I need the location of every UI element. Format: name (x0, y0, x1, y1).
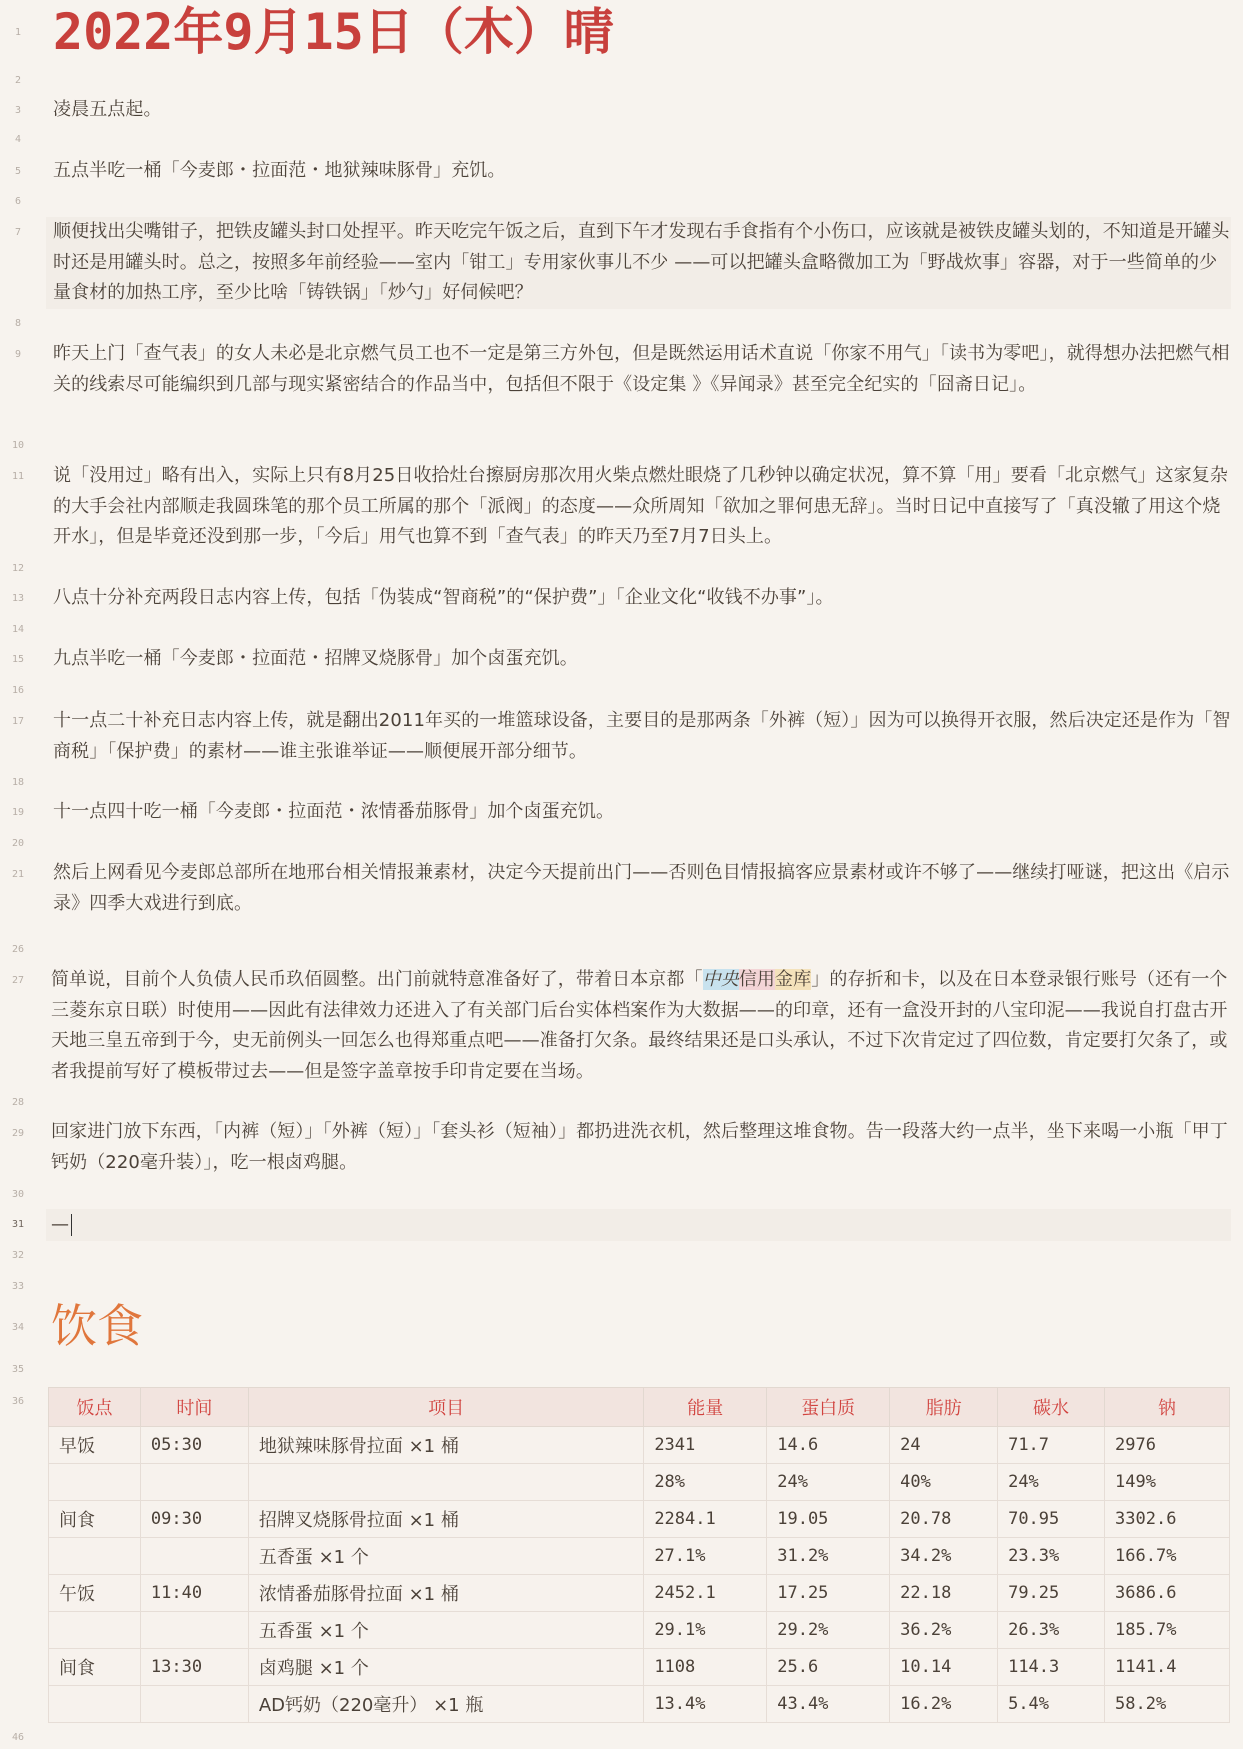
table-cell[interactable]: 卤鸡腿 ×1 个 (248, 1649, 643, 1686)
table-cell[interactable]: 70.95 (998, 1501, 1105, 1538)
line-number: 8 (14, 318, 22, 329)
table-cell[interactable]: 29.2% (767, 1612, 890, 1649)
table-cell[interactable]: 16.2% (890, 1686, 998, 1723)
highlight-blue: 中央 (702, 969, 739, 990)
active-line[interactable] (51, 1210, 72, 1240)
table-cell[interactable]: 149% (1105, 1464, 1230, 1501)
table-cell[interactable]: 25.6 (767, 1649, 890, 1686)
line-number: 18 (11, 777, 25, 788)
line-number: 28 (11, 1097, 25, 1108)
paragraph[interactable]: 八点十分补充两段日志内容上传，包括「伪装成“智商税”的“保护费”」「企业文化“收钱不办事”」。 (53, 587, 834, 608)
paragraph[interactable] (51, 965, 1231, 1087)
table-cell[interactable]: 5.4% (998, 1686, 1105, 1723)
table-header[interactable]: 钠 (1105, 1388, 1230, 1427)
line-number: 33 (11, 1281, 25, 1292)
table-cell[interactable]: 3686.6 (1105, 1575, 1230, 1612)
dash-text: — (51, 1214, 69, 1235)
table-cell[interactable] (248, 1464, 643, 1501)
table-cell[interactable] (140, 1538, 248, 1575)
line-number: 32 (11, 1250, 25, 1261)
table-row (49, 1464, 1230, 1501)
paragraph[interactable]: 五点半吃一桶「今麦郎・拉面范・地狱辣味豚骨」充饥。 (53, 160, 506, 181)
table-cell[interactable]: 招牌叉烧豚骨拉面 ×1 桶 (248, 1501, 643, 1538)
table-row (49, 1649, 1230, 1686)
paragraph[interactable]: 顺便找出尖嘴钳子，把铁皮罐头封口处捏平。昨天吃完午饭之后，直到下午才发现右手食指有个小伤口，应该就是被铁皮罐头划的，不知道是开罐头时还是用罐头时。总之，按照多年前经验——室内「钳工」专用家伙事儿不少 ——可以把罐头盒略微加工为「野战炊事」容器，对于一些简单的少量食材的加热工序，至少比啥「铸铁锅」「炒勺」好伺候吧？ (53, 221, 1230, 304)
line-number: 29 (11, 1128, 25, 1139)
table-cell[interactable]: 114.3 (998, 1649, 1105, 1686)
table-cell[interactable]: 36.2% (890, 1612, 998, 1649)
line-number: 46 (11, 1732, 25, 1743)
line-number: 5 (14, 166, 22, 177)
paragraph[interactable]: 说「没用过」略有出入，实际上只有8月25日收拾灶台擦厨房那次用火柴点燃灶眼烧了几秒钟以确定状况，算不算「用」要看「北京燃气」这家复杂的大手会社内部顺走我圆珠笔的那个员工所属的那个「派阀」的态度——众所周知「欲加之罪何患无辞」。当时日记中直接写了「真没辙了用这个烧开水」，但是毕竟还没到那一步，「今后」用气也算不到「查气表」的昨天乃至7月7日头上。 (53, 465, 1228, 548)
table-cell[interactable]: 19.05 (767, 1501, 890, 1538)
line-number: 27 (11, 975, 25, 986)
table-cell[interactable]: 31.2% (767, 1538, 890, 1575)
table-row (49, 1575, 1230, 1612)
line-number: 13 (11, 593, 25, 604)
table-cell[interactable]: AD钙奶（220毫升） ×1 瓶 (248, 1686, 643, 1723)
table-row (49, 1612, 1230, 1649)
table-cell[interactable] (140, 1464, 248, 1501)
line-number: 20 (11, 838, 25, 849)
table-cell[interactable]: 14.6 (767, 1427, 890, 1464)
line-number: 16 (11, 685, 25, 696)
table-cell[interactable]: 79.25 (998, 1575, 1105, 1612)
paragraph[interactable]: 十一点四十吃一桶「今麦郎・拉面范・浓情番茄豚骨」加个卤蛋充饥。 (53, 801, 615, 822)
line-number: 36 (11, 1396, 25, 1407)
table-cell[interactable]: 58.2% (1105, 1686, 1230, 1723)
table-cell[interactable] (49, 1686, 141, 1723)
table-cell[interactable] (49, 1538, 141, 1575)
table-cell[interactable]: 地狱辣味豚骨拉面 ×1 桶 (248, 1427, 643, 1464)
table-header[interactable]: 碳水 (998, 1388, 1105, 1427)
paragraph[interactable]: 十一点二十补充日志内容上传，就是翻出2011年买的一堆篮球设备，主要目的是那两条「外裤（短）」因为可以换得开衣服，然后决定还是作为「智商税」「保护费」的素材——谁主张谁举证——顺便展开部分细节。 (53, 710, 1231, 762)
table-cell[interactable]: 20.78 (890, 1501, 998, 1538)
line-number: 9 (14, 349, 22, 360)
table-cell[interactable]: 间食 (49, 1649, 141, 1686)
table-cell[interactable]: 185.7% (1105, 1612, 1230, 1649)
table-cell[interactable]: 浓情番茄豚骨拉面 ×1 桶 (248, 1575, 643, 1612)
table-cell[interactable]: 早饭 (49, 1427, 141, 1464)
table-cell[interactable]: 40% (890, 1464, 998, 1501)
table-cell[interactable]: 2284.1 (644, 1501, 767, 1538)
table-cell[interactable]: 24 (890, 1427, 998, 1464)
table-cell[interactable]: 2341 (644, 1427, 767, 1464)
table-cell[interactable]: 24% (998, 1464, 1105, 1501)
table-cell[interactable]: 2452.1 (644, 1575, 767, 1612)
table-cell[interactable]: 10.14 (890, 1649, 998, 1686)
table-cell[interactable]: 3302.6 (1105, 1501, 1230, 1538)
table-cell[interactable]: 29.1% (644, 1612, 767, 1649)
table-cell[interactable]: 13.4% (644, 1686, 767, 1723)
table-header[interactable]: 时间 (140, 1388, 248, 1427)
table-cell[interactable]: 34.2% (890, 1538, 998, 1575)
line-number: 10 (11, 440, 25, 451)
line-number: 2 (14, 75, 22, 86)
line-number: 12 (11, 563, 25, 574)
highlight-yellow: 金库 (775, 969, 812, 990)
table-header[interactable]: 饭点 (49, 1388, 141, 1427)
table-cell[interactable]: 17.25 (767, 1575, 890, 1612)
paragraph[interactable]: 然后上网看见今麦郎总部所在地邢台相关情报兼素材，决定今天提前出门——否则色目情报搞客应景素材或许不够了——继续打哑谜，把这出《启示录》四季大戏进行到底。 (53, 862, 1230, 914)
paragraph[interactable]: 凌晨五点起。 (53, 99, 162, 120)
table-cell[interactable]: 166.7% (1105, 1538, 1230, 1575)
table-cell[interactable]: 五香蛋 ×1 个 (248, 1538, 643, 1575)
table-cell[interactable] (49, 1612, 141, 1649)
table-cell[interactable]: 五香蛋 ×1 个 (248, 1612, 643, 1649)
line-number: 35 (11, 1364, 25, 1375)
table-cell[interactable]: 1141.4 (1105, 1649, 1230, 1686)
table-header[interactable]: 蛋白质 (767, 1388, 890, 1427)
line-number: 4 (14, 134, 22, 145)
table-cell[interactable]: 27.1% (644, 1538, 767, 1575)
line-number: 34 (11, 1322, 25, 1333)
nutrition-table[interactable] (48, 1387, 1230, 1723)
line-number: 19 (11, 807, 25, 818)
table-cell[interactable]: 43.4% (767, 1686, 890, 1723)
table-header-row (49, 1388, 1230, 1427)
active-line-highlight (46, 1209, 1231, 1241)
line-number: 14 (11, 624, 25, 635)
line-number: 17 (11, 716, 25, 727)
paragraph[interactable]: 昨天上门「查气表」的女人未必是北京燃气员工也不一定是第三方外包，但是既然运用话术直说「你家不用气」「读书为零吧」，就得想办法把燃气相关的线索尽可能编织到几部与现实紧密结合的作品当中，包括但不限于《设定集 》《异闻录》甚至完全纪实的「囧斋日记」。 (53, 343, 1230, 395)
table-cell[interactable]: 05:30 (140, 1427, 248, 1464)
table-cell[interactable]: 23.3% (998, 1538, 1105, 1575)
page-title[interactable]: 2022年9月15日（木）晴 (53, 3, 614, 61)
table-cell[interactable]: 间食 (49, 1501, 141, 1538)
paragraph[interactable]: 回家进门放下东西，「内裤（短）」「外裤（短）」「套头衫（短袖）」都扔进洗衣机，然后整理这堆食物。告一段落大约一点半，坐下来喝一小瓶「甲丁钙奶（220毫升装）」，吃一根卤鸡腿。 (51, 1121, 1228, 1173)
line-number: 26 (11, 944, 25, 955)
table-cell[interactable]: 22.18 (890, 1575, 998, 1612)
table-cell[interactable] (140, 1686, 248, 1723)
table-row (49, 1501, 1230, 1538)
table-cell[interactable] (49, 1464, 141, 1501)
highlight-pink: 信用 (738, 969, 776, 990)
table-row (49, 1538, 1230, 1575)
section-heading[interactable]: 饮食 (51, 1299, 143, 1353)
table-cell[interactable]: 09:30 (140, 1501, 248, 1538)
line-number: 1 (14, 27, 22, 38)
table-header[interactable]: 脂肪 (890, 1388, 998, 1427)
table-row (49, 1427, 1230, 1464)
table-cell[interactable]: 11:40 (140, 1575, 248, 1612)
line-number: 6 (14, 196, 22, 207)
line-number: 21 (11, 869, 25, 880)
line-number: 3 (14, 105, 22, 116)
table-cell[interactable]: 28% (644, 1464, 767, 1501)
table-header[interactable]: 项目 (248, 1388, 643, 1427)
table-cell[interactable]: 24% (767, 1464, 890, 1501)
line-number: 11 (11, 471, 25, 482)
line-number: 7 (14, 227, 22, 238)
paragraph-text: 简单说，目前个人负债人民币玖佰圆整。出门前就特意准备好了，带着日本京都「 (51, 969, 703, 990)
line-number-active: 31 (11, 1219, 25, 1230)
table-cell[interactable]: 2976 (1105, 1427, 1230, 1464)
line-number: 15 (11, 654, 25, 665)
line-number: 30 (11, 1189, 25, 1200)
paragraph-text: 」的存折和卡，以及在日本登录银行账号（还有一个三菱东京日联）时使用——因此有法律效力还进入了有关部门后台实体档案作为大数据——的印章，还有一盒没开封的八宝印泥——我说自打盘古开天地三皇五帝到于今，史无前例头一回怎么也得郑重点吧——准备打欠条。最终结果还是口头承认，不过下次肯定过了四位数，肯定要打欠条了，或者我提前写好了模板带过去——但是签字盖章按手印肯定要在当场。 (51, 969, 1228, 1082)
text-cursor (71, 1214, 72, 1236)
table-cell[interactable]: 26.3% (998, 1612, 1105, 1649)
table-cell[interactable]: 1108 (644, 1649, 767, 1686)
table-header[interactable]: 能量 (644, 1388, 767, 1427)
table-cell[interactable] (140, 1612, 248, 1649)
table-row (49, 1686, 1230, 1723)
table-cell[interactable]: 13:30 (140, 1649, 248, 1686)
table-cell[interactable]: 午饭 (49, 1575, 141, 1612)
paragraph[interactable]: 九点半吃一桶「今麦郎・拉面范・招牌叉烧豚骨」加个卤蛋充饥。 (53, 648, 578, 669)
table-cell[interactable]: 71.7 (998, 1427, 1105, 1464)
